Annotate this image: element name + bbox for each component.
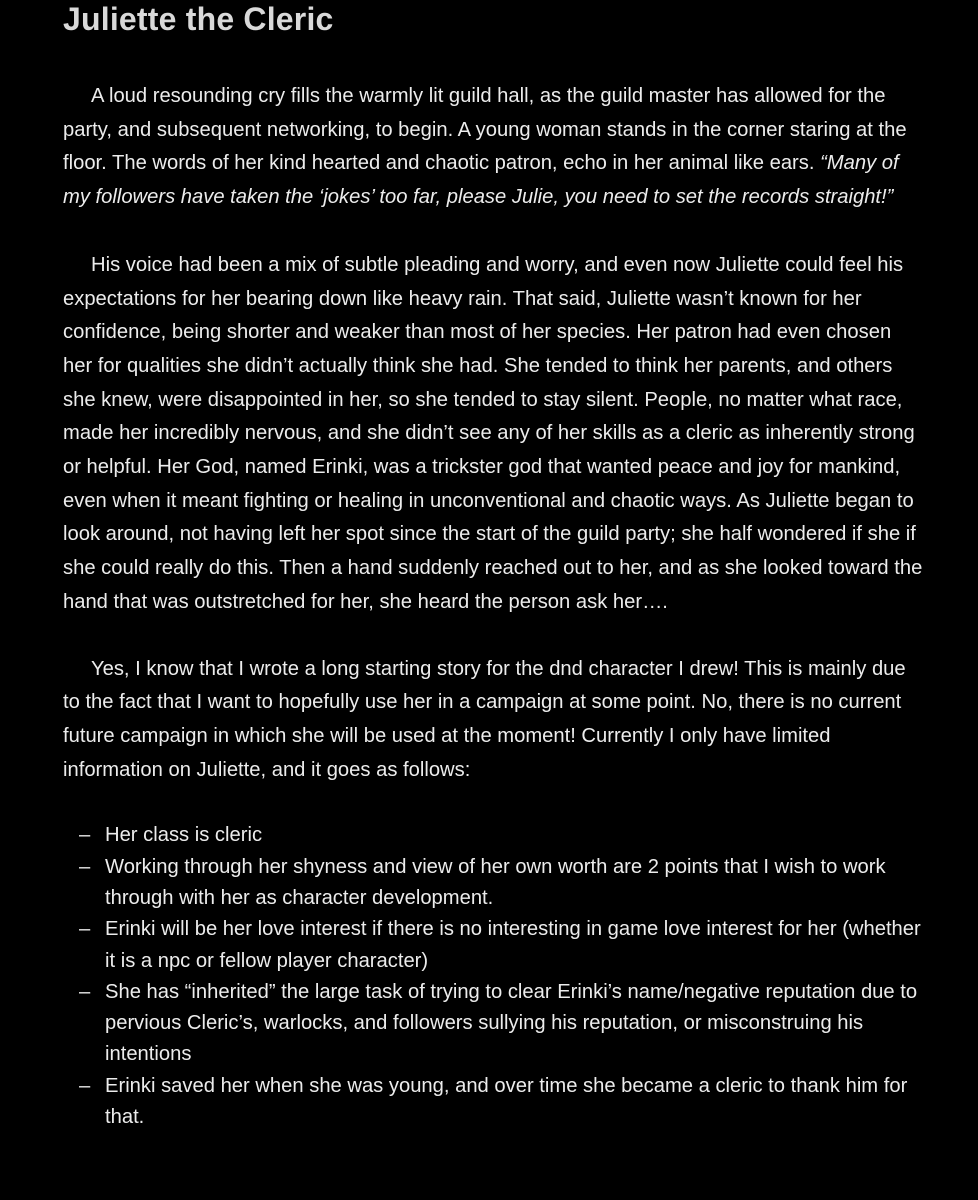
list-item [63,1071,923,1134]
bullet-dash: – [79,855,91,878]
list-item [63,852,923,915]
author-note-paragraph: Yes, I know that I wrote a long starting story for the dnd character I drew! This is mainly due to the fact that I want to hopefully use her in a campaign at some point. No, there is no current future campaign in which she will be used at the moment! Currently I only have limited information on Juliette, and it goes as follows: [63,657,906,781]
bullet-dash: – [79,1074,91,1097]
bullet-dash: – [79,918,91,941]
character-info-list [63,820,923,1133]
intro-narration: A loud resounding cry fills the warmly lit guild hall, as the guild master has allowed for the party, and subsequent networking, to begin. A young woman stands in the corner staring at the floor. The words of her kind hearted and chaotic patron, echo in her animal like ears. [63,85,907,175]
backstory-paragraph: His voice had been a mix of subtle pleading and worry, and even now Juliette could feel his expectations for her bearing down like heavy rain. That said, Juliette wasn’t known for her confidence, being shorter and weaker than most of her species. Her patron had even chosen her for qualities she didn’t actually think she had. She tended to think her parents, and others she knew, were disappointed in her, so she tended to stay silent. People, no matter what race, made her incredibly nervous, and she didn’t see any of her skills as a cleric as inherently strong or helpful. Her God, named Erinki, was a trickster god that wanted peace and joy for mankind, even when it meant fighting or healing in unconventional and chaotic ways. As Juliette began to look around, not having left her spot since the start of the guild party; she half wondered if she if she could really do this. Then a hand suddenly reached out to her, and as she looked toward the hand that was outstretched for her, she heard the person ask her…. [63,253,923,613]
list-item-text: Her class is cleric [105,824,263,847]
bullet-dash: – [79,980,91,1003]
bullet-dash: – [79,824,91,847]
document-title: Juliette the Cleric [63,1,334,37]
list-item-text: Erinki saved her when she was young, and over time she became a cleric to thank him for that. [105,1074,908,1129]
list-item [63,820,923,851]
list-item-text: Working through her shyness and view of her own worth are 2 points that I wish to work through with her as character development. [105,855,886,909]
patron-quote: “Many of my followers have taken the ‘jokes’ too far, please Julie, you need to set the records straight!” [63,152,899,209]
intro-paragraph [63,80,923,215]
list-item-text: Erinki will be her love interest if there is no interesting in game love interest for her (whether it is a npc or fellow player character) [105,918,921,972]
list-item-text: She has “inherited” the large task of trying to clear Erinki’s name/negative reputation due to pervious Cleric’s, warlocks, and followers sullying his reputation, or misconstruing his intentions [105,980,918,1066]
list-item [63,977,923,1071]
list-item [63,914,923,977]
document [63,0,923,1133]
